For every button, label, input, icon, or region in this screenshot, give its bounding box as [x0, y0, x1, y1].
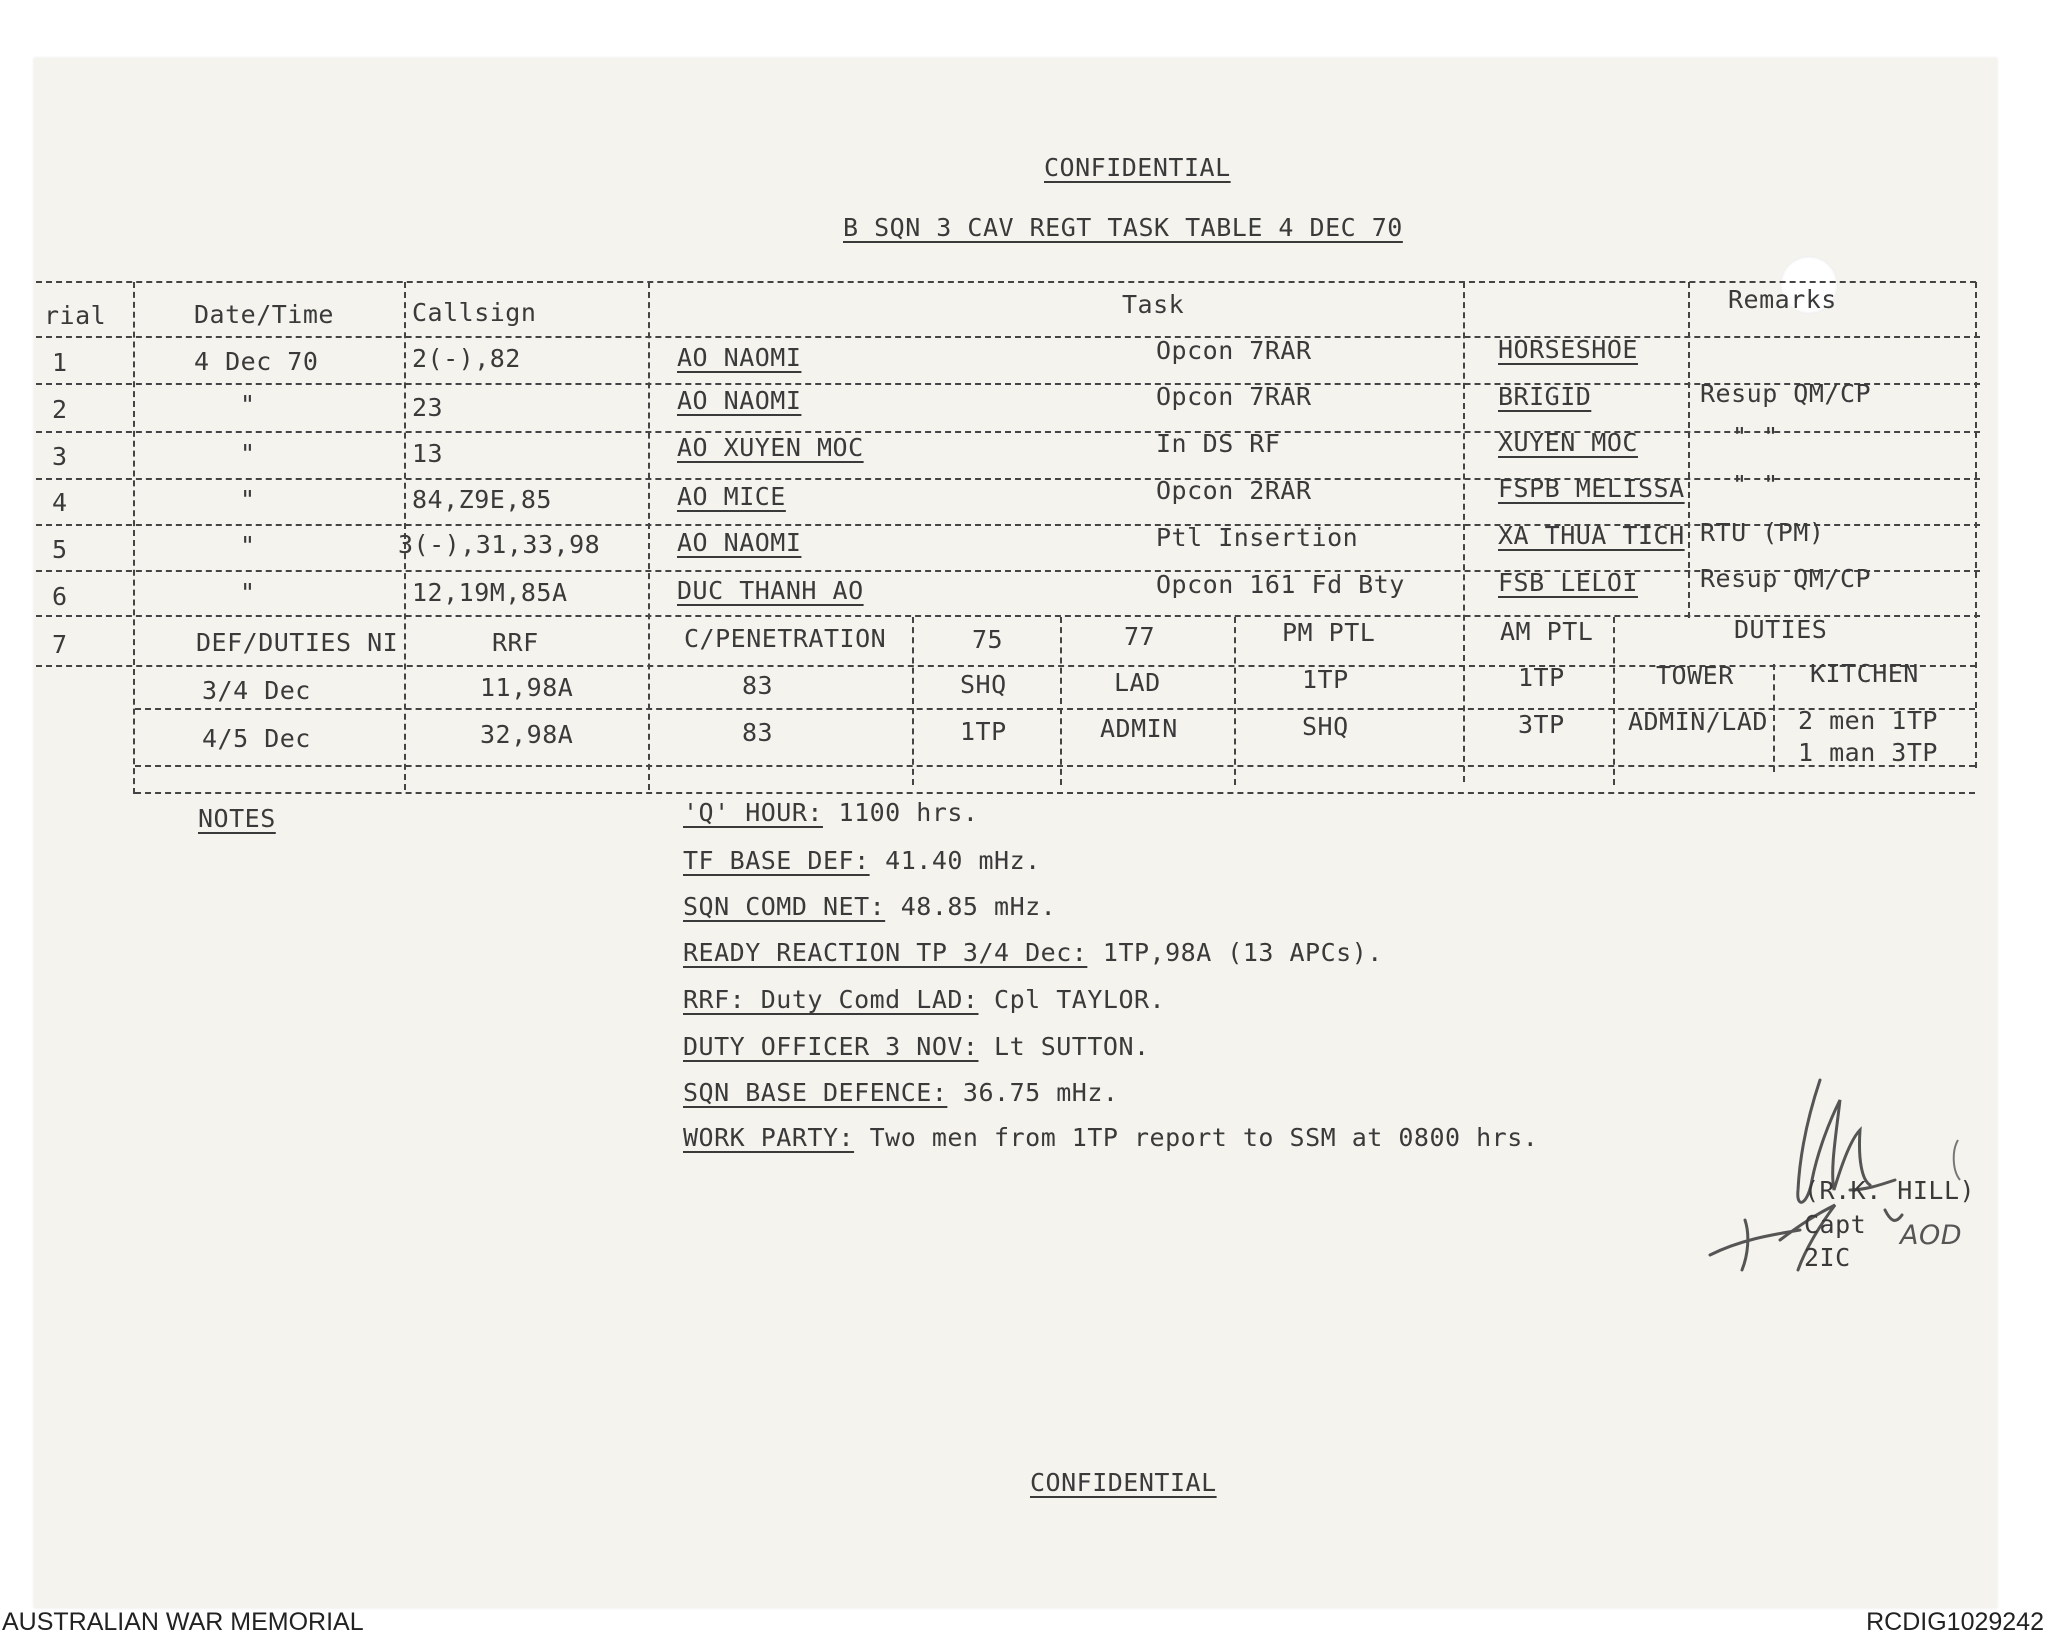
duties-row-2-pmptl: SHQ: [1302, 712, 1349, 741]
row-6-callsign: 12,19M,85A: [412, 578, 568, 607]
duties-row-1-75: SHQ: [960, 670, 1007, 699]
duties-row-2-kitchen-line1: 2 men 1TP: [1798, 706, 1938, 735]
note-value: Lt SUTTON.: [978, 1032, 1150, 1061]
row-1-task: Opcon 7RAR: [1156, 336, 1312, 365]
document-title: B SQN 3 CAV REGT TASK TABLE 4 DEC 70: [843, 213, 1403, 242]
duties-header-def: DEF/DUTIES NI: [196, 628, 399, 657]
row-3-location: XUYEN MOC: [1498, 428, 1638, 457]
note-value: 36.75 mHz.: [947, 1078, 1119, 1107]
row-1-ao: AO NAOMI: [677, 343, 802, 372]
note-work-party: [683, 1125, 1538, 1150]
row-1-datetime: 4 Dec 70: [194, 347, 319, 376]
duties-row-2-75: 1TP: [960, 717, 1007, 746]
table-rule: [135, 792, 1975, 794]
note-label: WORK PARTY:: [683, 1123, 855, 1152]
row-2-task: Opcon 7RAR: [1156, 382, 1312, 411]
note-duty-officer: [683, 1034, 1150, 1059]
note-value: Cpl TAYLOR.: [978, 985, 1166, 1014]
row-3-remarks: " ": [1732, 422, 1779, 451]
table-rule: [648, 282, 650, 790]
row-3-serial: 3: [52, 442, 68, 471]
row-5-serial: 5: [52, 535, 68, 564]
note-q-hour: [683, 800, 978, 825]
row-6-task: Opcon 161 Fd Bty: [1156, 570, 1405, 599]
row-3-ao: AO XUYEN MOC: [677, 433, 864, 462]
row-5-datetime: ": [240, 531, 256, 560]
notes-heading: NOTES: [198, 804, 276, 833]
duties-row-1-amptl: 1TP: [1518, 663, 1565, 692]
row-6-serial: 6: [52, 582, 68, 611]
duties-row-2-amptl: 3TP: [1518, 710, 1565, 739]
note-label: TF BASE DEF:: [683, 846, 870, 875]
row-2-callsign: 23: [412, 393, 444, 422]
header-remarks: Remarks: [1728, 285, 1837, 314]
row-6-datetime: ": [240, 578, 256, 607]
duties-header-rrf: RRF: [492, 628, 539, 657]
row-5-location: XA THUA TICH: [1498, 521, 1685, 550]
note-label: SQN COMD NET:: [683, 892, 886, 921]
note-tf-base-def: [683, 848, 1041, 873]
row-1-callsign: 2(-),82: [412, 344, 521, 373]
duties-header-amptl: AM PTL: [1500, 617, 1594, 646]
duties-header-kitchen: KITCHEN: [1810, 659, 1919, 688]
note-rrf-duty-comd: [683, 987, 1165, 1012]
row-4-callsign: 84,Z9E,85: [412, 485, 552, 514]
row-2-location: BRIGID: [1498, 382, 1592, 411]
signature-name: (R.K. HILL): [1804, 1176, 1976, 1205]
footer-record-id: RCDIG1029242: [1866, 1608, 2044, 1636]
row-4-location: FSPB MELISSA: [1498, 474, 1685, 503]
note-ready-reaction: [683, 940, 1383, 965]
footer-source: AUSTRALIAN WAR MEMORIAL: [2, 1608, 364, 1636]
note-label: DUTY OFFICER 3 NOV:: [683, 1032, 979, 1061]
note-label: SQN BASE DEFENCE:: [683, 1078, 948, 1107]
note-sqn-comd-net: [683, 894, 1056, 919]
row-5-callsign: 3(-),31,33,98: [398, 530, 601, 559]
row-4-ao: AO MICE: [677, 482, 786, 511]
header-serial: rial: [44, 301, 107, 330]
row-3-callsign: 13: [412, 439, 444, 468]
duties-row-2-rrf: 32,98A: [480, 720, 574, 749]
duties-row-1-77: LAD: [1114, 668, 1161, 697]
header-datetime: Date/Time: [194, 300, 334, 329]
table-rule: [1688, 282, 1690, 618]
duties-row-2-date: 4/5 Dec: [202, 724, 311, 753]
header-task: Task: [1122, 290, 1185, 319]
row-5-ao: AO NAOMI: [677, 528, 802, 557]
note-label: 'Q' HOUR:: [683, 798, 823, 827]
row-4-serial: 4: [52, 488, 68, 517]
duties-header-75: 75: [972, 625, 1004, 654]
signature-role: 2IC: [1804, 1243, 1851, 1272]
duties-row-1-cpen: 83: [742, 671, 774, 700]
row-6-ao: DUC THANH AO: [677, 576, 864, 605]
note-label: READY REACTION TP 3/4 Dec:: [683, 938, 1088, 967]
duties-header-77: 77: [1124, 622, 1156, 651]
duties-header-tower: TOWER: [1656, 661, 1734, 690]
duties-header-pmptl: PM PTL: [1282, 618, 1376, 647]
table-rule: [1773, 664, 1775, 772]
classification-top: CONFIDENTIAL: [1044, 153, 1231, 182]
duties-row-2-77: ADMIN: [1100, 714, 1178, 743]
row-3-datetime: ": [240, 439, 256, 468]
classification-bottom: CONFIDENTIAL: [1030, 1468, 1217, 1497]
table-rule: [1613, 617, 1615, 785]
table-rule: [1463, 282, 1465, 782]
duties-header-duties: DUTIES: [1734, 615, 1828, 644]
duties-row-1-rrf: 11,98A: [480, 673, 574, 702]
note-value: 48.85 mHz.: [885, 892, 1057, 921]
table-rule: [135, 765, 1975, 767]
row-4-task: Opcon 2RAR: [1156, 476, 1312, 505]
row-2-remarks: Resup QM/CP: [1700, 379, 1872, 408]
note-value: 41.40 mHz.: [869, 846, 1041, 875]
row-4-remarks: " ": [1732, 470, 1779, 499]
row-2-datetime: ": [240, 390, 256, 419]
note-value: 1TP,98A (13 APCs).: [1087, 938, 1383, 967]
duties-row-1-pmptl: 1TP: [1302, 665, 1349, 694]
table-rule: [36, 281, 1976, 283]
row-5-remarks: RTU (PM): [1700, 518, 1825, 547]
duties-row-2-tower: ADMIN/LAD: [1628, 707, 1768, 736]
header-callsign: Callsign: [412, 298, 537, 327]
row-2-ao: AO NAOMI: [677, 386, 802, 415]
duties-row-2-cpen: 83: [742, 718, 774, 747]
row-3-task: In DS RF: [1156, 429, 1281, 458]
note-sqn-base-defence: [683, 1080, 1118, 1105]
document-page: [34, 58, 1997, 1608]
row-6-remarks: Resup QM/CP: [1700, 564, 1872, 593]
table-rule: [1060, 617, 1062, 785]
row-2-serial: 2: [52, 395, 68, 424]
table-rule: [133, 282, 135, 794]
table-rule: [912, 617, 914, 785]
table-rule: [1234, 617, 1236, 785]
note-label: RRF: Duty Comd LAD:: [683, 985, 979, 1014]
row-1-location: HORSESHOE: [1498, 335, 1638, 364]
row-4-datetime: ": [240, 485, 256, 514]
row-7-serial: 7: [52, 630, 68, 659]
note-value: Two men from 1TP report to SSM at 0800 hrs.: [854, 1123, 1539, 1152]
table-rule: [1975, 282, 1977, 768]
signature-rank: Capt: [1804, 1210, 1867, 1239]
note-value: 1100 hrs.: [822, 798, 979, 827]
row-1-serial: 1: [52, 348, 68, 377]
row-6-location: FSB LELOI: [1498, 568, 1638, 597]
handwritten-annotation: AOD: [1900, 1220, 1963, 1251]
duties-header-cpen: C/PENETRATION: [684, 624, 887, 653]
duties-row-2-kitchen-line2: 1 man 3TP: [1798, 738, 1938, 767]
duties-row-1-date: 3/4 Dec: [202, 676, 311, 705]
row-5-task: Ptl Insertion: [1156, 523, 1359, 552]
